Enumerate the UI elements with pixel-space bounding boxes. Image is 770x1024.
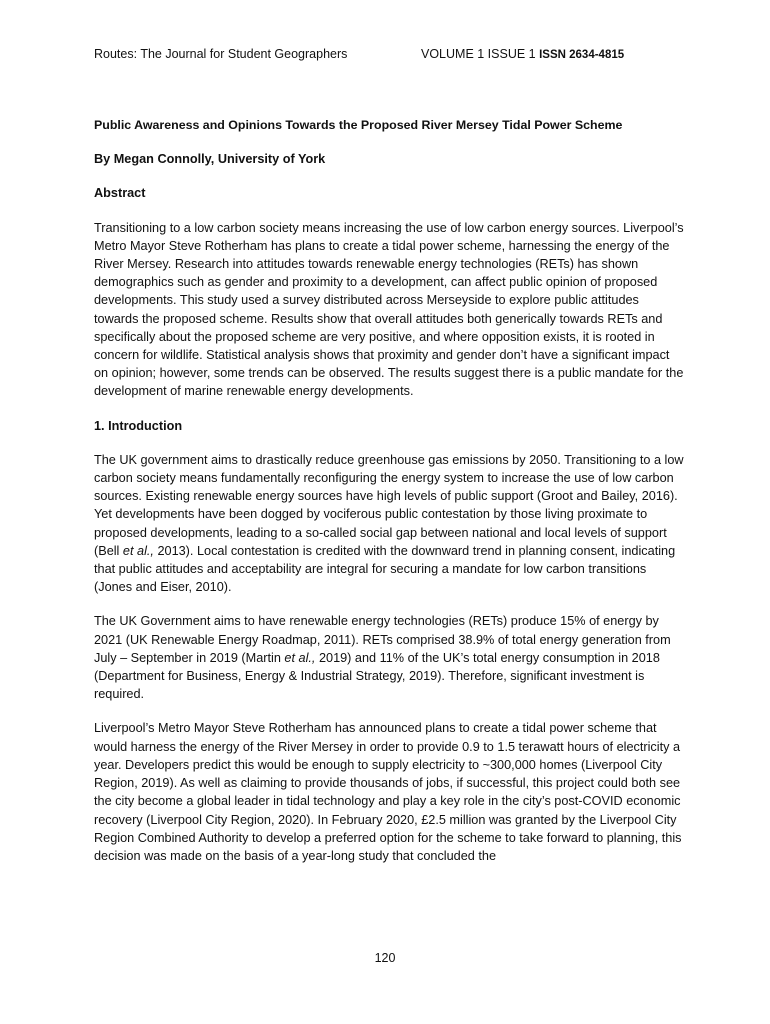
intro-paragraph-3: Liverpool’s Metro Mayor Steve Rotherham has announced plans to create a tidal power scheme that would harness the energy of the River Mersey in order to provide 0.9 to 1.5 terawatt hours of electricity a year. Developers predict this would be enough to supply electricity to ~300,000 homes (Liverpool City Region, 2019). As well as claiming to provide thousands of jobs, if successful, this project could both see the city become a global leader in tidal technology and play a key role in the city’s post-COVID economic recovery (Liverpool City Region, 2020). In February 2020, £2.5 million was granted by the Liverpool City Region Combined Authority to develop a preferred option for the scheme to take forward to planning, this decision was made on the basis of a year-long study that concluded the (94, 721, 682, 863)
citation-italic: et al., (284, 650, 316, 665)
paragraph-text: The UK Government aims to have renewable energy technologies (RETs) produce 15% of energy by 2021 (UK Renewable Energy Roadmap, 2011). RETs comprised 38.9% of total energy generation from July – September in 2019 (Martin (94, 614, 671, 665)
intro-paragraph-2 (94, 612, 684, 703)
paragraph-text: The UK government aims to drastically reduce greenhouse gas emissions by 2050. Transitioning to a low carbon society means fundamentally reconfiguring the energy system to increase the use of low carbon sources. Existing renewable energy sources have high levels of public support (Groot and Bailey, 2016). Yet developments have been dogged by vociferous public contestation by those living proximate to proposed developments, leading to a so-called social gap between national and local levels of support (Bell (94, 452, 684, 558)
journal-name: Routes: The Journal for Student Geographers (94, 47, 348, 61)
article-title: Public Awareness and Opinions Towards the Proposed River Mersey Tidal Power Scheme (94, 118, 623, 132)
running-header (94, 45, 694, 63)
intro-paragraph-1 (94, 451, 684, 597)
paragraph-text: 2013). Local contestation is credited with the downward trend in planning consent, indicating that public attitudes and acceptability are integral for securing a mandate for low carbon transitions (Jones and Eiser, 2010). (94, 543, 676, 595)
abstract-heading: Abstract (94, 186, 146, 201)
volume-label: VOLUME 1 ISSUE 1 (421, 47, 536, 61)
volume-issue (421, 45, 624, 64)
page-number: 120 (374, 951, 396, 965)
abstract-text: Transitioning to a low carbon society means increasing the use of low carbon energy sources. Liverpool’s Metro Mayor Steve Rotherham has plans to create a tidal power scheme, harnessing the energy of the River Mersey. Research into attitudes towards renewable energy technologies (RETs) has shown demographics such as gender and proximity to a development, can affect public opinion of proposed developments. This study used a survey distributed across Merseyside to explore public attitudes towards the proposed scheme. Results show that overall attitudes both generically towards RETs and specifically about the proposed scheme are very positive, and where opposition exists, it is rooted in concern for wildlife. Statistical analysis shows that proximity and gender don’t have a significant impact on opinion; however, some trends can be observed. The results suggest there is a public mandate for the development of marine renewable energy developments. (94, 220, 684, 399)
introduction-heading: 1. Introduction (94, 418, 183, 433)
issn-label: ISSN 2634-4815 (539, 49, 625, 61)
article-body (94, 116, 684, 865)
paragraph-text: 2019) and 11% of the UK’s total energy consumption in 2018 (Department for Business, Energy & Industrial Strategy, 2019). Therefore, significant investment is required. (94, 650, 660, 702)
citation-italic: et al., (122, 543, 154, 558)
article-byline: By Megan Connolly, University of York (94, 152, 326, 167)
